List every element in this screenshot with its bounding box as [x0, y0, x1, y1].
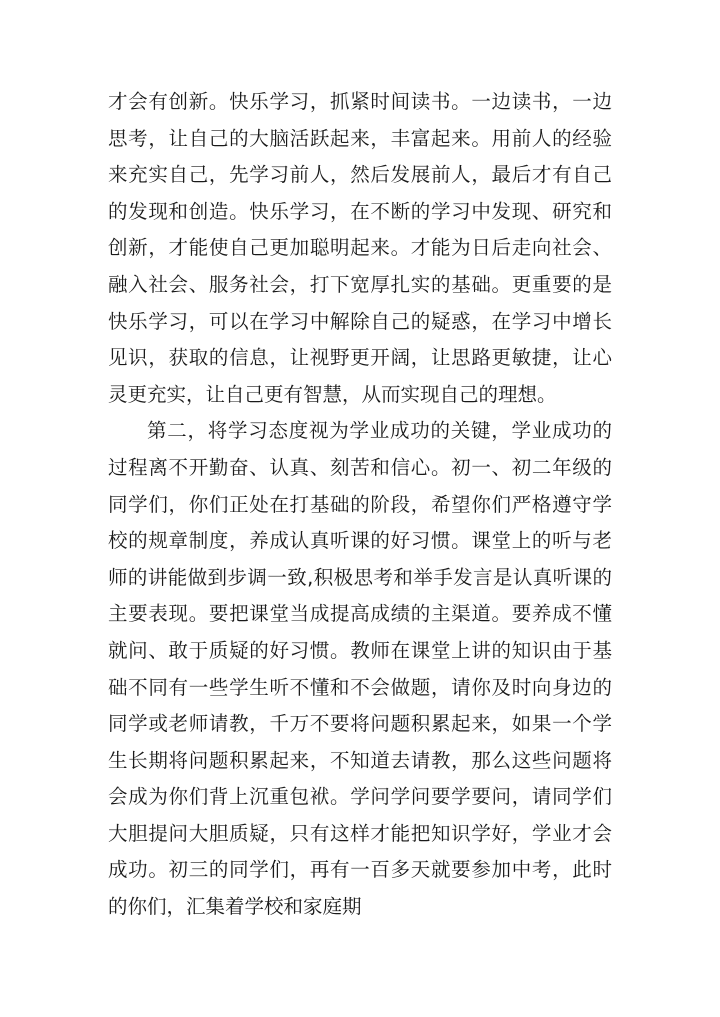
document-body: [108, 84, 612, 926]
paragraph-1: 才会有创新。快乐学习，抓紧时间读书。一边读书，一边思考，让自己的大脑活跃起来，丰富起来。用前人的经验来充实自己，先学习前人，然后发展前人，最后才有自己的发现和创造。快乐学习，在不断的学习中发现、研究和创新，才能使自己更加聪明起来。才能为日后走向社会、融入社会、服务社会，打下宽厚扎实的基础。更重要的是快乐学习，可以在学习中解除自己的疑惑，在学习中增长见识，获取的信息，让视野更开阔，让思路更敏捷，让心灵更充实，让自己更有智慧，从而实现自己的理想。: [108, 90, 612, 406]
paragraph-2: 第二，将学习态度视为学业成功的关键，学业成功的过程离不开勤奋、认真、刻苦和信心。初一、初二年级的同学们，你们正处在打基础的阶段，希望你们严格遵守学校的规章制度，养成认真听课的好习惯。课堂上的听与老师的讲能做到步调一致,积极思考和举手发言是认真听课的主要表现。要把课堂当成提高成绩的主渠道。要养成不懂就问、敢于质疑的好习惯。教师在课堂上讲的知识由于基础不同有一些学生听不懂和不会做题，请你及时向身边的同学或老师请教，千万不要将问题积累起来，如果一个学生长期将问题积累起来，不知道去请教，那么这些问题将会成为你们背上沉重包袱。学问学问要学要问，请同学们大胆提问大胆质疑，只有这样才能把知识学好，学业才会成功。初三的同学们，再有一百多天就要参加中考，此时的你们，汇集着学校和家庭期: [108, 419, 612, 919]
